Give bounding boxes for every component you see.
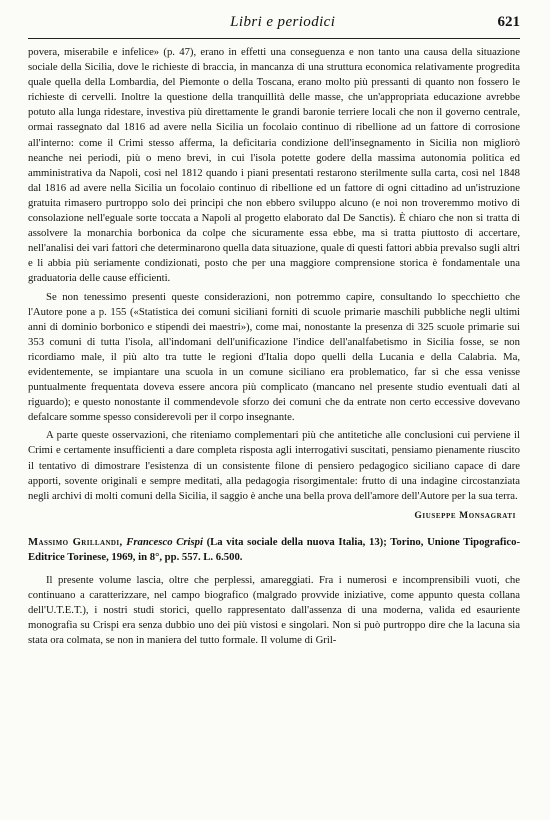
section-separator <box>28 521 520 535</box>
review-signature: Giuseppe Monsagrati <box>414 510 516 521</box>
article-paragraph-1: povera, miserabile e infelice» (p. 47), erano in effetti una conseguenza e non tanto una causa della situazione sociale della Sicilia, dove le richieste di braccia, in mancanza di una struttura economica relativamente progredita quale quella della Lombardia, del Piemonte o della Toscana, erano molto più pressanti di quanto non fossero le richieste di cervelli. Inoltre la questione della tranquillità delle masse, che un'appropriata educazione avrebbe potuto alla lunga ridestare, investiva più direttamente le grandi baronie terriere locali che non il governo centrale, ormai rassegnato dal 1816 ad avere nella Sicilia un focolaio continuo di ribellione ad un fattore di corrosione all'interno: come il Crimi stesso afferma, la deficitaria condizione dell'insegnamento in Sicilia non migliorò neanche nei periodi, più o meno brevi, in cui l'isola potette godere della massima autonomia politica ed amministrativa da Napoli, così nel 1812 quando i piani presentati restarono sterilmente sulla carta, così nel 1848 dal 1816 ad avere nella Sicilia un focolaio continuo di ribellione ed un fattore di ogni cittadino ad un'istruzione gratuita rimasero purtroppo solo dei principi che non ebbero sviluppo alcuno (e noi non troveremmo motivo di consolazione nell'eguale sorte toccata a Napoli al progetto elaborato dal De Sanctis). È chiaro che non si tratta di assolvere la monarchia borbonica da colpe che sicuramente essa ebbe, ma si tratta piuttosto di accertare, nell'analisi dei vari fattori che determinarono quella data situazione, quale di questi fattori abbia prevalso sugli altri e li abbia più seriamente condizionati, posto che per una maggiore comprensione storica è fondamentale una graduatoria delle cause efficienti. <box>28 46 520 285</box>
review-book-author: Massimo Grillandi, <box>28 535 123 548</box>
page-number: 621 <box>497 14 520 30</box>
review-paragraph-1: Il presente volume lascia, oltre che perplessi, amareggiati. Fra i numerosi e incomprensibili vuoti, che continuano a caratterizzare, nel campo biografico (malgrado provvide iniziative, come appunto questa collana dell'U.T.E.T.), i nostri studi storici, quello rappresentato dall'assenza di una moderna, valida ed esauriente monografia su Crispi era senza dubbio uno dei più vistosi e singolari. Non si può purtroppo dire che la lacuna sia stata ora colmata, se non in maniera del tutto formale. Il volume di Gril- <box>28 574 520 647</box>
review-bibliographic-entry <box>28 535 520 565</box>
article-paragraph-2: Se non tenessimo presenti queste considerazioni, non potremmo capire, consultando lo specchietto che l'Autore pone a p. 155 («Statistica dei comuni siciliani forniti di scuole primarie maschili pubbliche negli ultimi anni di dominio borbonico e stipendi dei maestri»), come mai, nonostante la presenza di 325 scuole primarie sui 353 comuni di tutta l'isola, all'indomani dell'unificazione l'indice dell'analfabetismo in Sicilia fosse, se non ricordiamo male, il più alto tra tutte le regioni d'Italia dopo quelli della Lucania e della Calabria. Ma, evidentemente, se impiantare una scuola in un comune siciliano era problematico, far sì che essa venisse puntualmente frequentata doveva essere ancora più complicato (mancano nel presente studio eventuali dati al riguardo); e questo nonostante il commendevole sforzo dei comuni che da entrate non certo eccessive dovevano defalcare somme spesso considerevoli per il corpo insegnante. <box>28 290 520 424</box>
review-book-title: Francesco Crispi <box>126 535 203 548</box>
review-book-details: (La vita sociale della nuova Italia, 13); Torino, Unione Tipografico-Editrice Torinese, 1969, in 8°, pp. 557. L. 6.500. <box>28 535 521 563</box>
article-paragraph-3: A parte queste osservazioni, che riteniamo complementari più che antitetiche alle conclusioni cui perviene il Crimi e certamente insufficienti a dare completa risposta agli interrogativi suscitati, pensiamo pienamente riuscito il tentativo di dimostrare l'esistenza di un consistente filone di pensiero pedagogico siciliano capace di dare apporti, sovente originali e sempre meditati, alla pedagogia risorgimentale: frutto di una indagine circostanziata negli archivi di molti comuni della Sicilia, il saggio è anche una bella prova dell'amore dell'Autore per la sua terra. <box>28 429 520 502</box>
running-head: Libri e periodici <box>230 14 336 30</box>
page-header <box>28 14 520 39</box>
